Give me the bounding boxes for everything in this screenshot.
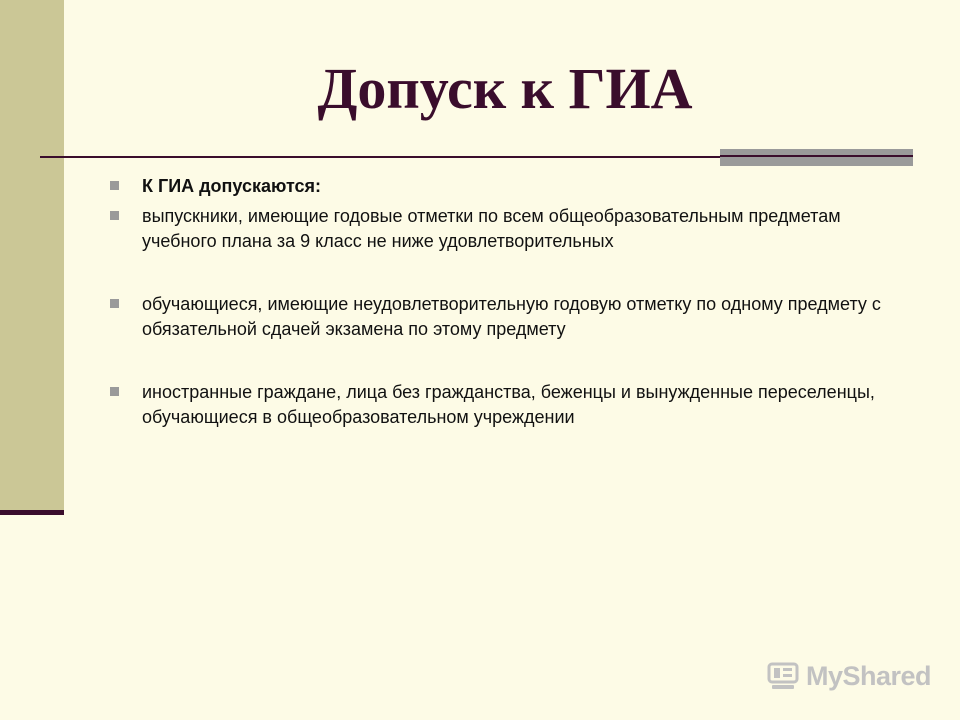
bullet-square-icon xyxy=(110,211,119,220)
myshared-logo-icon xyxy=(766,659,800,693)
bullet-text: выпускники, имеющие годовые отметки по всем общеобразовательным предметам учебного плана за 9 класс не ниже удовлетворительных xyxy=(142,206,841,251)
bullet-text: иностранные граждане, лица без гражданства, беженцы и вынужденные переселенцы, обучающиеся в общеобразовательном учреждении xyxy=(142,382,875,427)
slide-title: Допуск к ГИА xyxy=(317,56,693,121)
bullet-item xyxy=(108,380,908,430)
bullet-square-icon xyxy=(110,181,119,190)
watermark-text: MyShared xyxy=(806,660,932,691)
bullet-item xyxy=(108,204,908,254)
bullet-square-icon xyxy=(110,299,119,308)
myshared-watermark xyxy=(766,656,931,696)
bullet-text: К ГИА допускаются: xyxy=(142,176,322,196)
title-divider-accent xyxy=(720,149,913,166)
bullet-item xyxy=(108,292,908,342)
left-accent-underline xyxy=(0,510,64,515)
bullet-list xyxy=(108,174,908,430)
bullet-item xyxy=(108,174,908,199)
bullet-text: обучающиеся, имеющие неудовлетворительную годовую отметку по одному предмету с обязательной сдачей экзамена по этому предмету xyxy=(142,294,881,339)
bullet-square-icon xyxy=(110,387,119,396)
